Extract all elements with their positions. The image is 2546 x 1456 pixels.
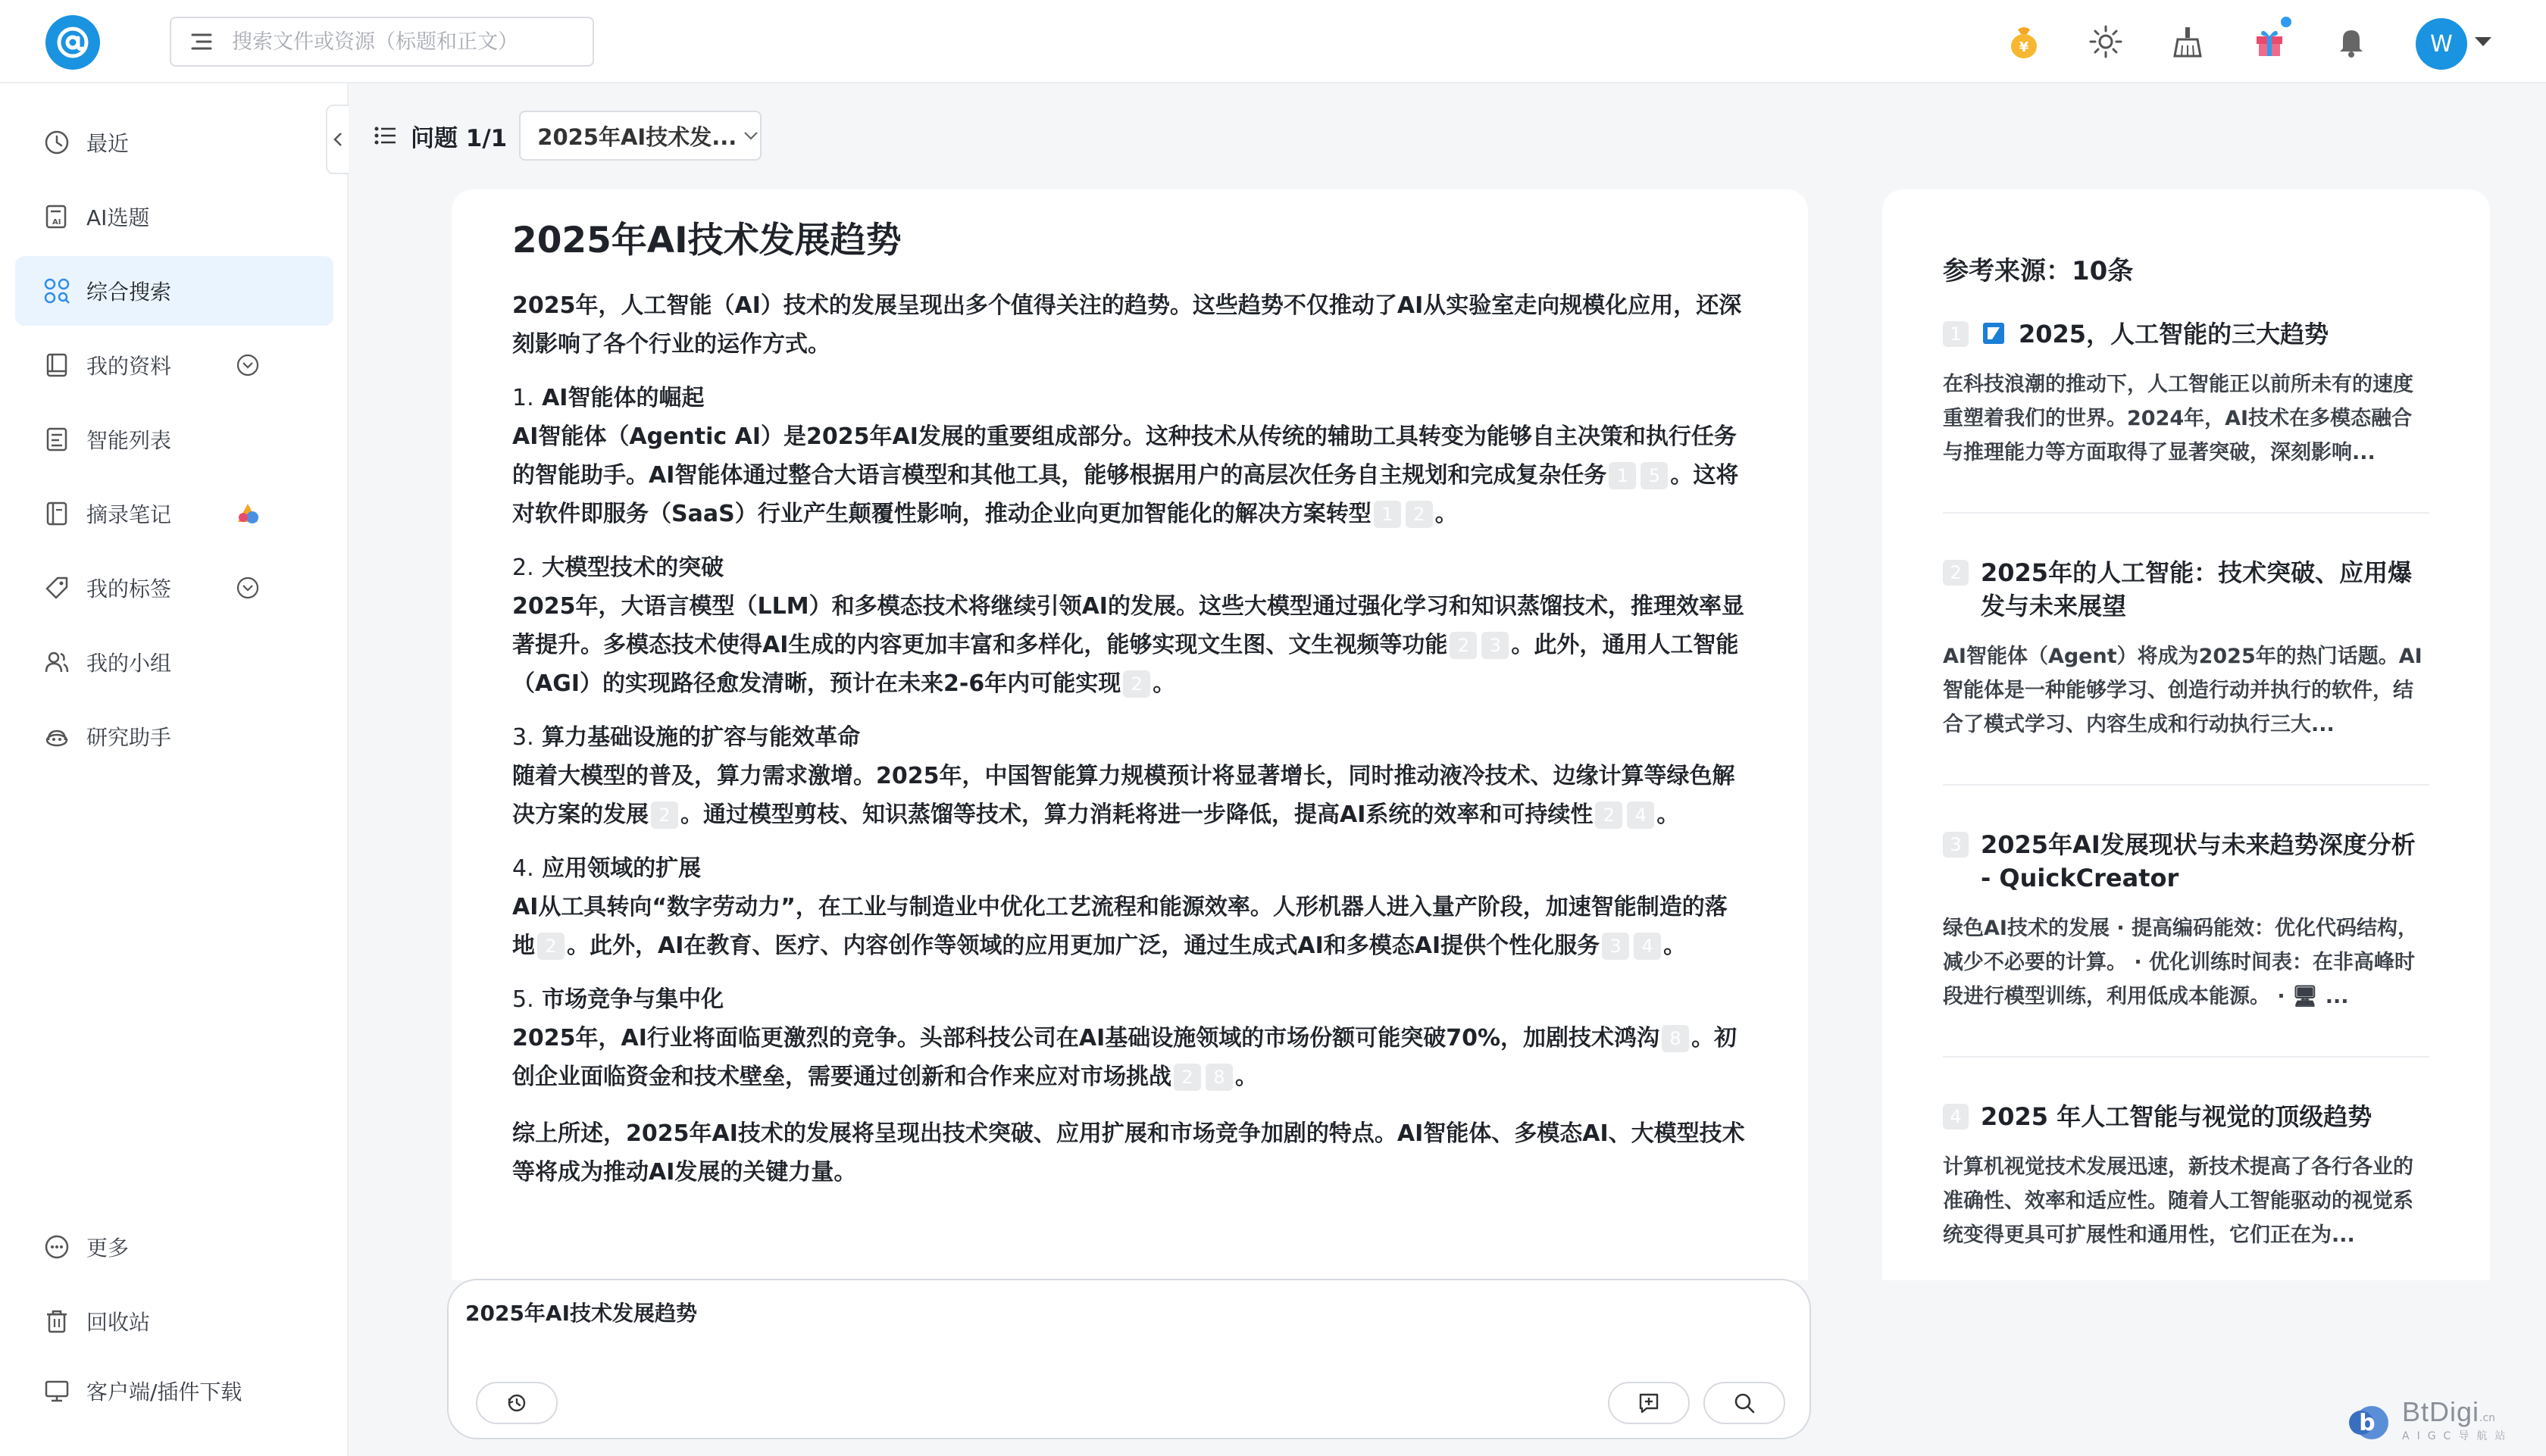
section-body	[512, 757, 1747, 834]
references-list	[1943, 317, 2429, 1280]
book-icon	[42, 351, 71, 380]
tag-icon	[42, 573, 71, 602]
reference-item[interactable]	[1943, 317, 2429, 514]
section-text: 2025年，AI行业将面临更激烈的竞争。头部科技公司在AI基础设施领域的市场份额可能突破70%，加剧技术鸿沟	[512, 1025, 1660, 1052]
section-text: AI智能体（Agentic AI）是2025年AI发展的重要组成部分。这种技术从传统的辅助工具转变为能够自主决策和执行任务的智能助手。AI智能体通过整合大语言模型和其他工具，能够根据用户的高层次任务自主规划和完成复杂任务	[512, 423, 1737, 489]
expand-chevron-icon[interactable]	[235, 575, 261, 601]
question-select-value: 2025年AI技术发...	[537, 123, 737, 150]
reference-snippet: AI智能体（Agent）将成为2025年的热门话题。AI智能体是一种能够学习、创造行动并执行的软件，结合了模式学习、内容生成和行动执行三大...	[1943, 645, 2422, 736]
reference-item[interactable]	[1943, 556, 2429, 786]
references-title: 参考来源：10条	[1943, 256, 2134, 286]
trash-icon	[42, 1307, 71, 1336]
source-favicon-icon	[1981, 320, 2006, 346]
section-text: 。	[1434, 501, 1458, 528]
sidebar-item-label: 综合搜索	[86, 280, 172, 305]
reference-number: 2	[1943, 560, 1969, 586]
reference-title[interactable]: 2025 年人工智能与视觉的顶级趋势	[1981, 1102, 2372, 1131]
citation-badge[interactable]: 4	[1634, 933, 1661, 960]
section-text: 2025年，大语言模型（LLM）和多模态技术将继续引领AI的发展。这些大模型通过强化学习和知识蒸馏技术，推理效率显著提升。多模态技术使得AI生成的内容更加丰富和多样化，能够实现文生图、文生视频等功能	[512, 593, 1744, 659]
section-title: 算力基础设施的扩容与能效革命	[542, 724, 861, 751]
chevron-down-icon[interactable]	[2473, 35, 2493, 48]
citation-badge[interactable]: 1	[1609, 462, 1636, 489]
reference-heading[interactable]	[1943, 828, 2429, 895]
list-doc-icon	[42, 425, 71, 454]
reference-heading[interactable]	[1943, 1100, 2429, 1133]
sidebar-item-label: 回收站	[86, 1310, 151, 1335]
watermark-suffix: .cn	[2479, 1412, 2496, 1424]
sidebar	[0, 83, 349, 1456]
reference-snippet: 计算机视觉技术发展迅速，新技术提高了各行各业的准确性、效率和适应性。随着人工智能驱动的视觉系统变得更具可扩展性和通用性，它们正在为...	[1943, 1155, 2413, 1247]
sidebar-item-label: AI选题	[86, 205, 150, 230]
grid-search-icon	[42, 277, 71, 305]
question-counter: 问题 1/1	[411, 124, 508, 152]
section-body	[512, 1019, 1747, 1096]
sidebar-item-label: 最近	[86, 131, 130, 156]
section-text: 。此外，AI在教育、医疗、内容创作等领域的应用更加广泛，通过生成式AI和多模态AI提供个性化服务	[567, 933, 1600, 960]
sidebar-item-label: 智能列表	[86, 428, 172, 453]
sidebar-item-label: 摘录笔记	[86, 502, 172, 527]
sidebar-item-label: 客户端/插件下载	[86, 1379, 242, 1404]
sidebar-item-smart-list[interactable]	[15, 405, 333, 474]
sidebar-item-groups[interactable]	[15, 627, 333, 697]
reference-snippet: 在科技浪潮的推动下，人工智能正以前所未有的速度重塑着我们的世界。2024年，AI技术在多模态融合与推理能力等方面取得了显著突破，深刻影响...	[1943, 373, 2413, 464]
section-text: 。	[1235, 1064, 1258, 1091]
reference-title[interactable]: 2025，人工智能的三大趋势	[2019, 320, 2329, 348]
reference-number: 3	[1943, 832, 1969, 858]
reference-number: 4	[1943, 1104, 1969, 1129]
theme-sun-icon[interactable]	[2087, 23, 2125, 61]
sidebar-collapse-button[interactable]	[326, 105, 349, 174]
section-heading	[512, 718, 1747, 757]
colorful-badge-icon	[235, 501, 261, 526]
btdigi-logo-icon	[2346, 1395, 2394, 1444]
question-header	[373, 111, 762, 161]
watermark-logo	[2346, 1395, 2513, 1444]
section-title: 应用领域的扩展	[542, 855, 702, 883]
search-submit-button[interactable]	[1703, 1382, 1785, 1424]
reference-heading[interactable]	[1943, 556, 2429, 623]
user-avatar[interactable]: W	[2416, 18, 2467, 70]
citation-badge[interactable]: 4	[1627, 801, 1654, 829]
reference-snippet: 绿色AI技术的发展 · 提高编码能效：优化代码结构，减少不必要的计算。 · 优化训练时间表：在非高峰时段进行模型训练，利用低成本能源。 · 🖥 ...	[1943, 917, 2418, 1008]
section-title: 大模型技术的突破	[542, 555, 724, 582]
citation-badge[interactable]: 1	[1374, 501, 1401, 528]
reference-title[interactable]: 2025年AI发展现状与未来趋势深度分析 - QuickCreator	[1981, 830, 2416, 892]
section-heading	[512, 980, 1747, 1019]
monitor-icon	[42, 1376, 71, 1405]
reference-number: 1	[1943, 321, 1969, 347]
sidebar-item-trash[interactable]	[15, 1286, 333, 1356]
section-body	[512, 888, 1747, 965]
citation-badge[interactable]: 8	[1206, 1064, 1233, 1091]
sidebar-item-my-files[interactable]	[15, 330, 333, 400]
sidebar-item-download[interactable]	[15, 1356, 333, 1426]
section-body	[512, 587, 1747, 703]
citation-badge[interactable]: 2	[1174, 1064, 1201, 1091]
sidebar-item-more[interactable]	[15, 1212, 333, 1282]
sidebar-item-ai-topic[interactable]	[15, 182, 333, 252]
svg-text:AI: AI	[52, 218, 61, 227]
watermark-main: BtDigi	[2402, 1396, 2480, 1427]
history-icon	[505, 1392, 528, 1414]
group-icon	[42, 648, 71, 676]
notification-dot	[2281, 17, 2291, 27]
section-number: 5.	[512, 986, 534, 1014]
section-heading	[512, 548, 1747, 587]
sidebar-item-recent[interactable]	[15, 108, 333, 177]
ai-doc-icon	[42, 202, 71, 231]
search-icon	[1733, 1392, 1756, 1414]
answer-intro: 2025年，人工智能（AI）技术的发展呈现出多个值得关注的趋势。这些趋势不仅推动了AI从实验室走向规模化应用，还深刻影响了各个行业的运作方式。	[512, 292, 1742, 358]
global-search[interactable]	[170, 17, 594, 67]
coin-bag-icon[interactable]	[2005, 23, 2043, 61]
new-chat-icon	[1637, 1392, 1660, 1414]
sidebar-item-tags[interactable]	[15, 553, 333, 623]
answer-conclusion: 综上所述，2025年AI技术的发展将呈现出技术突破、应用扩展和市场竞争加剧的特点。AI智能体、多模态AI、大模型技术等将成为推动AI发展的关键力量。	[512, 1120, 1745, 1186]
citation-badge[interactable]: 2	[1595, 801, 1622, 829]
citation-badge[interactable]: 2	[1123, 670, 1150, 698]
sidebar-item-notes[interactable]	[15, 479, 333, 548]
svg-text:b: b	[2359, 1410, 2376, 1436]
sidebar-item-label: 研究助手	[86, 725, 172, 750]
reference-item[interactable]	[1943, 1100, 2429, 1280]
section-text: 。	[1663, 933, 1687, 960]
section-text: 。通过模型剪枝、知识蒸馏等技术，算力消耗将进一步降低，提高AI系统的效率和可持续性	[680, 801, 1594, 829]
section-text: 。	[1656, 801, 1680, 829]
answer-title: 2025年AI技术发展趋势	[512, 220, 902, 261]
broom-clean-icon[interactable]	[2169, 23, 2207, 61]
section-text: 随着大模型的普及，算力需求激增。2025年，中国智能算力规模预计将显著增长，同时推动液冷技术、边缘计算等绿色解决方案的发展	[512, 763, 1735, 829]
section-text: 。此外，通用人工智能（AGI）的实现路径愈发清晰，预计在未来2-6年内可能实现	[512, 632, 1739, 698]
sidebar-item-label: 我的小组	[86, 651, 172, 676]
answer-sections	[512, 379, 1747, 1096]
top-bar	[0, 0, 2546, 83]
section-text: 。初创企业面临资金和技术壁垒，需要通过创新和合作来应对市场挑战	[512, 1025, 1737, 1091]
notebook-icon	[42, 499, 71, 528]
svg-text:¥: ¥	[2019, 39, 2029, 55]
at-logo-icon	[53, 23, 92, 62]
search-input[interactable]	[232, 30, 565, 54]
sidebar-item-label: 我的标签	[86, 576, 172, 601]
sidebar-item-search[interactable]	[15, 256, 333, 326]
history-button[interactable]	[476, 1382, 558, 1424]
citation-badge[interactable]: 3	[1481, 632, 1509, 659]
sidebar-item-label: 我的资料	[86, 354, 172, 379]
list-icon	[373, 123, 399, 148]
citation-badge[interactable]: 2	[1450, 632, 1477, 659]
section-body	[512, 417, 1747, 533]
citation-badge[interactable]: 3	[1602, 933, 1629, 960]
references-panel	[1882, 189, 2490, 1280]
answer-card	[452, 189, 1808, 1280]
citation-badge[interactable]: 2	[651, 801, 678, 829]
section-title: AI智能体的崛起	[542, 385, 705, 412]
new-chat-button[interactable]	[1608, 1382, 1690, 1424]
section-text: 。这将对软件即服务（SaaS）行业产生颠覆性影响，推动企业向更加智能化的解决方案转型	[512, 462, 1739, 528]
section-text: AI从工具转向“数字劳动力”，在工业与制造业中优化工艺流程和能源效率。人形机器人进入量产阶段，加速智能制造的落地	[512, 894, 1728, 960]
reference-item[interactable]	[1943, 828, 2429, 1058]
section-heading	[512, 849, 1747, 888]
question-input-box[interactable]	[447, 1279, 1811, 1439]
citation-badge[interactable]: 2	[1406, 501, 1433, 528]
watermark-sub: AIGC导航站	[2402, 1430, 2513, 1442]
sidebar-item-research[interactable]	[15, 701, 333, 771]
section-text: 。	[1153, 670, 1176, 698]
bell-icon[interactable]	[2332, 23, 2370, 61]
question-select[interactable]	[519, 111, 762, 161]
reference-title[interactable]: 2025年的人工智能：技术突破、应用爆发与未来展望	[1981, 558, 2413, 620]
app-logo[interactable]	[45, 15, 100, 70]
citation-badge[interactable]: 8	[1662, 1025, 1689, 1052]
section-number: 1.	[512, 385, 534, 412]
more-icon	[42, 1233, 71, 1261]
gift-icon[interactable]	[2250, 23, 2288, 61]
chevron-down-icon	[743, 130, 759, 141]
section-title: 市场竞争与集中化	[542, 986, 724, 1014]
question-input[interactable]	[465, 1297, 1784, 1358]
reference-heading[interactable]	[1943, 317, 2429, 351]
section-number: 2.	[512, 555, 534, 582]
chevron-left-icon	[333, 131, 343, 148]
citation-badge[interactable]: 5	[1641, 462, 1668, 489]
citation-badge[interactable]: 2	[537, 933, 565, 960]
sidebar-item-label: 更多	[86, 1236, 130, 1261]
clock-icon	[42, 128, 71, 157]
section-number: 3.	[512, 724, 534, 751]
expand-chevron-icon[interactable]	[235, 352, 261, 378]
search-menu-icon[interactable]	[188, 28, 215, 55]
assistant-icon	[42, 722, 71, 751]
section-heading	[512, 379, 1747, 417]
section-number: 4.	[512, 855, 534, 883]
